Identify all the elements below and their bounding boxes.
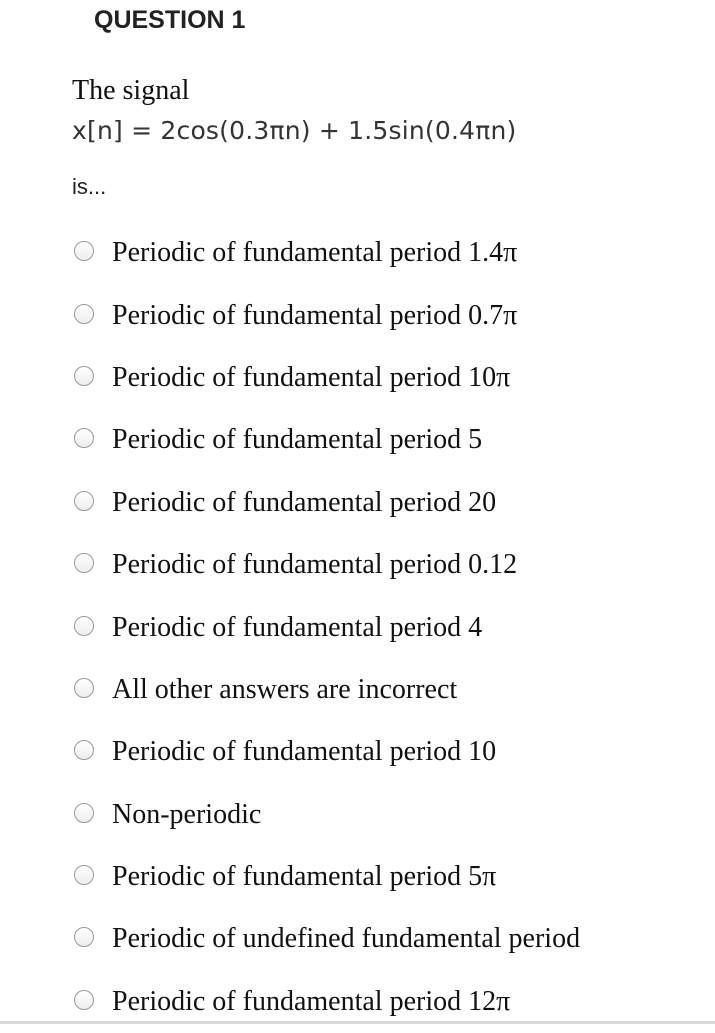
answer-option-label[interactable]: Periodic of fundamental period 4	[112, 611, 483, 643]
answer-option[interactable]	[74, 784, 580, 846]
answer-option[interactable]	[74, 534, 580, 596]
radio-button[interactable]	[74, 678, 94, 698]
question-stem-lead: The signal	[72, 75, 190, 106]
answer-option-label[interactable]: Periodic of fundamental period 20	[112, 486, 497, 518]
answer-option-label[interactable]: Periodic of fundamental period 12π	[112, 985, 511, 1017]
radio-button[interactable]	[74, 428, 94, 448]
answer-option[interactable]	[74, 908, 580, 970]
answer-option[interactable]	[74, 846, 580, 908]
answer-option-label[interactable]: Periodic of fundamental period 0.7π	[112, 299, 518, 331]
radio-button[interactable]	[74, 366, 94, 386]
signal-equation: x[n] = 2cos(0.3πn) + 1.5sin(0.4πn)	[72, 116, 517, 145]
answer-option-label[interactable]: Non-periodic	[112, 798, 262, 830]
radio-button[interactable]	[74, 927, 94, 947]
radio-button[interactable]	[74, 740, 94, 760]
answer-option-label[interactable]: Periodic of undefined fundamental period	[112, 923, 581, 955]
answer-option[interactable]	[74, 472, 580, 534]
answer-option-label[interactable]: Periodic of fundamental period 5π	[112, 861, 497, 893]
answer-option-label[interactable]: Periodic of fundamental period 5	[112, 424, 483, 456]
answer-option-label[interactable]: Periodic of fundamental period 10	[112, 736, 497, 768]
answer-option[interactable]	[74, 659, 580, 721]
radio-button[interactable]	[74, 616, 94, 636]
question-stem-tail: is...	[72, 174, 107, 199]
answer-option-label[interactable]: Periodic of fundamental period 0.12	[112, 549, 518, 581]
question-title: QUESTION 1	[94, 6, 246, 34]
radio-button[interactable]	[74, 865, 94, 885]
answer-option[interactable]	[74, 222, 580, 284]
radio-button[interactable]	[74, 304, 94, 324]
radio-button[interactable]	[74, 241, 94, 261]
radio-button[interactable]	[74, 553, 94, 573]
answer-option[interactable]	[74, 721, 580, 783]
answer-options-list	[74, 222, 580, 1033]
answer-option-label[interactable]: All other answers are incorrect	[112, 673, 458, 705]
radio-button[interactable]	[74, 990, 94, 1010]
radio-button[interactable]	[74, 491, 94, 511]
answer-option[interactable]	[74, 596, 580, 658]
answer-option[interactable]	[74, 284, 580, 346]
answer-option[interactable]	[74, 409, 580, 471]
answer-option-label[interactable]: Periodic of fundamental period 1.4π	[112, 237, 518, 269]
radio-button[interactable]	[74, 803, 94, 823]
answer-option[interactable]	[74, 347, 580, 409]
answer-option-label[interactable]: Periodic of fundamental period 10π	[112, 361, 511, 393]
